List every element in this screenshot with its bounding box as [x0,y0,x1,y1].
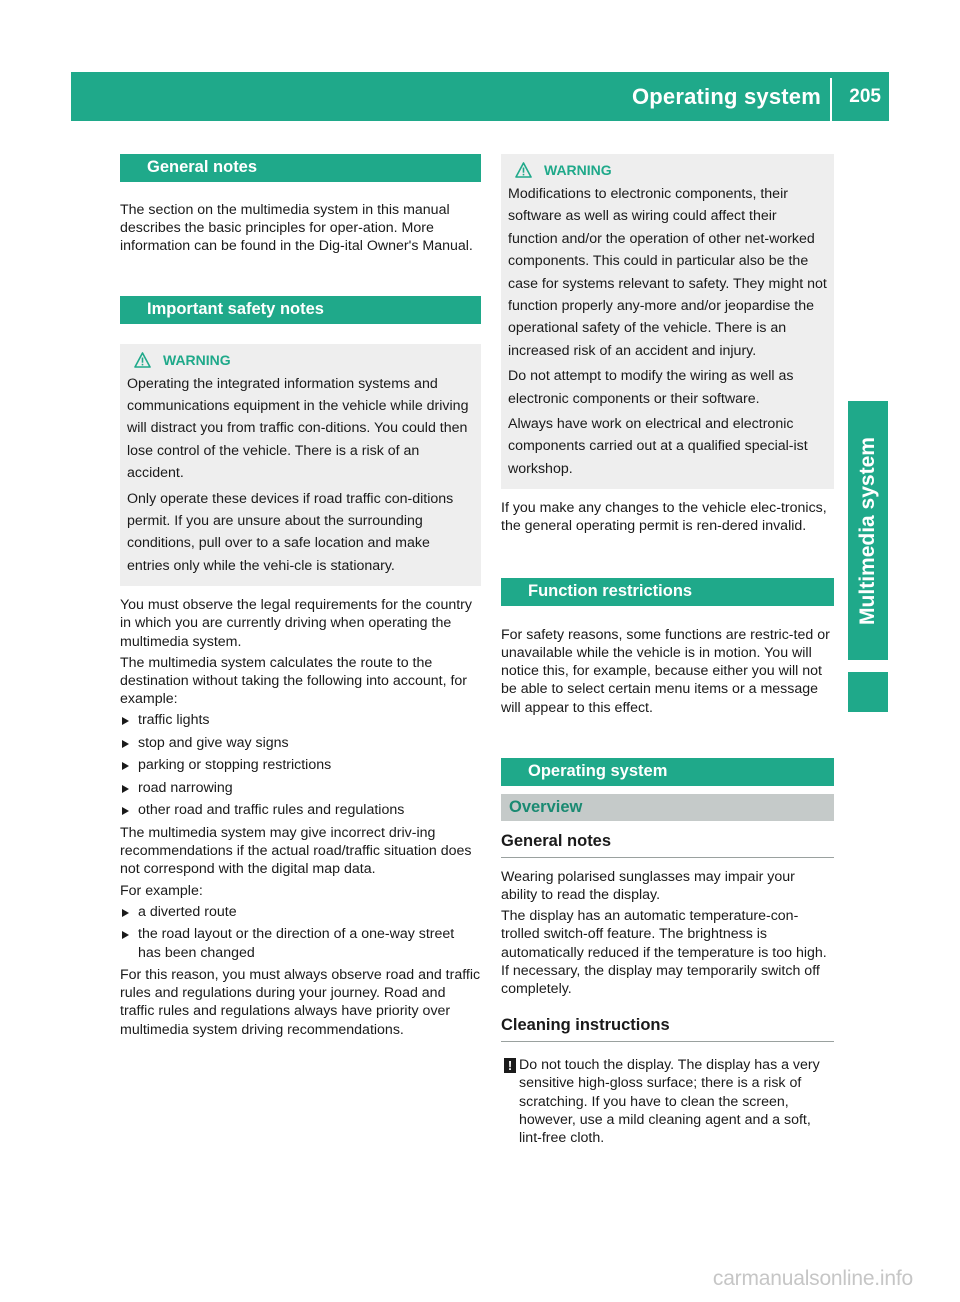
note-text: Do not touch the display. The display has a very sensitive high-gloss surface; there is a risk of scratching. If you have to clean the screen, however, use a mild cleaning agent and a soft, lint-free cloth. [519,1057,820,1146]
side-tab-marker [848,672,888,712]
side-tab-label: Multimedia system [856,436,879,625]
paragraph-legal: You must observe the legal requirements for the country in which you are currently driving when operating the multimedia system. [120,597,472,650]
section-heading-function-restrictions: Function restrictions [501,578,834,606]
list-item: a diverted route [120,903,481,921]
warning-box-driving [120,344,481,587]
section-heading-operating-system: Operating system [501,758,834,786]
header-title: Operating system [631,84,821,109]
paragraph-incorrect-recommendations: The multimedia system may give incorrect driv-ing recommendations if the actual road/traffic situation does not correspond with the digital map data. [120,824,472,878]
paragraph-sunglasses: Wearing polarised sunglasses may impair your ability to read the display. [501,868,795,903]
subheading-overview: Overview [501,794,834,821]
warning-triangle-icon [515,162,532,178]
warning-text: Only operate these devices if road traffic con-ditions permit. If you are unsure about the surrounding conditions, pull over to a safe location and make entries only while the vehi-cle is stationary. [127,490,454,574]
list-item: traffic lights [120,711,481,729]
warning-box-modifications [501,154,834,489]
paragraph-route: The multimedia system calculates the route to the destination without taking the following into account, for example: [120,654,468,708]
bullet-list-route-factors [120,711,481,819]
note-cleaning [501,1056,834,1147]
list-item: other road and traffic rules and regulations [120,801,481,819]
list-item: road narrowing [120,779,481,797]
section-heading-safety-notes: Important safety notes [120,296,481,324]
list-item: the road layout or the direction of a one-way street has been changed [120,925,481,961]
exclamation-icon: ! [504,1058,516,1073]
function-restrictions-text: For safety reasons, some functions are restric-ted or unavailable while the vehicle is in motion. You will notice this, for example, because either you will not be able to select certain menu items or a message will appear to this effect. [501,626,830,716]
list-item: stop and give way signs [120,734,481,752]
right-column [501,154,834,1150]
warning-triangle-icon [134,352,151,368]
paragraph-for-example: For example: [120,882,203,899]
warning-text: Operating the integrated information systems and communications equipment in the vehicle while driving will distract you from traffic con-ditions. You could then lose control of the vehicle. There is a risk of an accident. [127,375,469,482]
paragraph-observe-rules: For this reason, you must always observe road and traffic rules and regulations during your journey. Road and traffic rules and regulations always have priority over multimedia system driving recommendations. [120,967,481,1038]
paragraph-switch-off: The display has an automatic temperature-con-trolled switch-off feature. The brightness is automatically reduced if the temperature is too high. If necessary, the display may temporarily switch off completely. [501,908,827,997]
page-header [71,72,889,121]
warning-text: Modifications to electronic components, their software as well as wiring could affect their function and/or the operation of other net-worked components. This could in particular also be the case for systems relevant to safety. They might not function properly any-more and/or jeopardise the operational safety of the vehicle. There is an increased risk of an accident and injury. [508,186,827,359]
section-heading-general-notes: General notes [120,154,481,182]
watermark: carmanualsonline.info [712,1267,913,1290]
warning-title [515,162,828,178]
general-notes-text: The section on the multimedia system in this manual describes the basic principles for oper-ation. More information can be found in the Dig-ital Owner's Manual. [120,202,473,255]
bullet-list-examples [120,903,481,962]
paragraph-permit: If you make any changes to the vehicle elec-tronics, the general operating permit is ren-dered invalid. [501,500,827,535]
warning-label: WARNING [163,351,231,368]
warning-label: WARNING [544,162,612,178]
heading-general-notes: General notes [501,832,834,858]
heading-cleaning-instructions: Cleaning instructions [501,1016,834,1042]
side-tab [848,401,888,660]
warning-title [134,352,475,368]
header-divider [830,78,832,121]
left-column [120,154,481,1042]
page-number: 205 [849,86,881,107]
warning-text: Always have work on electrical and electronic components carried out at a qualified special-ist workshop. [508,416,808,477]
list-item: parking or stopping restrictions [120,756,481,774]
warning-text: Do not attempt to modify the wiring as well as electronic components or their software. [508,368,794,407]
